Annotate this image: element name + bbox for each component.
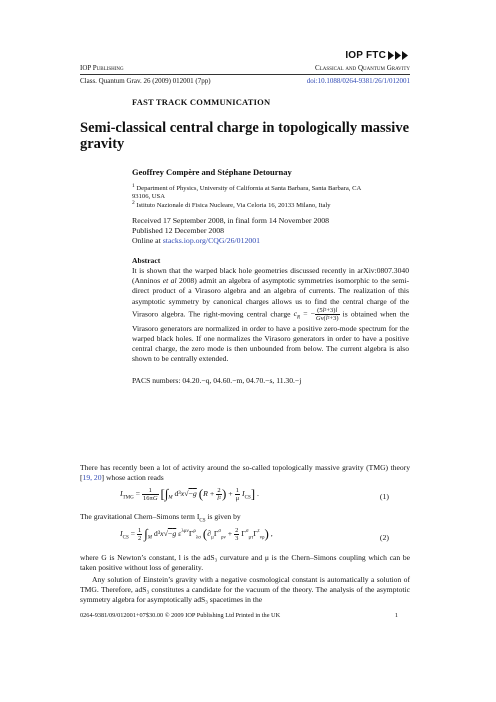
affiliation-marker-2: 2 bbox=[132, 200, 135, 206]
affiliation-marker-1: 1 bbox=[132, 183, 135, 189]
abstract-text-2: 2008) admit an algebra of asymptotic symmetries isomorphic to the semi-direct product of a Virasoro algebra and an algebra of currents. The realization of this asymptotic symmetry by canonical charges allows us to find the central charge of the Virasoro algebra. The right-moving central charge bbox=[132, 276, 409, 319]
authors bbox=[132, 167, 292, 177]
paragraph-3: where G is Newton’s constant, l is the adS₃ curvature and μ is the Chern–Simons coupling which can be taken positive without loss of generality. bbox=[80, 553, 410, 573]
publication-dates bbox=[132, 216, 329, 247]
equation-1: $I_{TMG}$ = $\frac{1}{16\pi G}$ [$\int_M$ d³x√−g (R + $\frac{2}{\text{l²}}$ ) + $\frac{1}{\mu}$ $I_{CS}$] . bbox=[120, 486, 260, 502]
section-label: FAST TRACK COMMUNICATION bbox=[132, 97, 271, 107]
publisher-name: IOP Publishing bbox=[80, 64, 124, 72]
published-date: Published 12 December 2008 bbox=[132, 226, 225, 236]
affiliation-2 bbox=[132, 199, 331, 210]
pacs-numbers: PACS numbers: 04.20.−q, 04.60.−m, 04.70.−s, 11.30.−j bbox=[132, 376, 302, 385]
doi-link[interactable]: doi:10.1088/0264-9381/26/1/012001 bbox=[306, 77, 410, 85]
online-line bbox=[132, 236, 329, 246]
p1-text-a: There has recently been a lot of activity around the so-called topologically massive gravity (TMG) theory [ bbox=[80, 463, 410, 483]
p2-text: The gravitational Chern–Simons term I bbox=[80, 512, 200, 521]
affiliation-text-2: Istituto Nazionale di Fisica Nucleare, Via Celoria 16, 20133 Milano, Italy bbox=[136, 202, 331, 210]
arrows-icon bbox=[388, 51, 410, 60]
abstract-heading: Abstract bbox=[132, 256, 161, 265]
paragraph-4: Any solution of Einstein’s gravity with a negative cosmological constant is automatically a solution of TMG. Therefore, adS₃ constitutes a candidate for the vacuum of the theory. The analysis of the asymptotic symmetry algebra for asymptotically adS₃ spacetimes in the bbox=[80, 575, 410, 605]
equation-2-number: (2) bbox=[379, 533, 389, 542]
paragraph-1 bbox=[80, 463, 410, 483]
paper-title: Semi-classical central charge in topologically massive gravity bbox=[80, 120, 410, 152]
journal-series: Classical and Quantum Gravity bbox=[315, 64, 410, 72]
journal-brand bbox=[345, 50, 410, 61]
footer-copyright: 0264-9381/09/012001+07$30.00 © 2009 IOP Publishing Ltd Printed in the UK bbox=[80, 612, 281, 619]
p2-end: is given by bbox=[205, 512, 241, 521]
equation-2: $I_{CS}$ = $\frac{1}{2}$ $\int_M$ d³x√−g $\varepsilon^{\lambda\mu\nu}\Gamma^\rho_{\lambda\sigma}$ ($\partial_\mu\Gamma^\sigma_{\rho\nu}$ + $\frac{2}{3}$ $\Gamma^\sigma_{\mu\tau}\Gamma^\tau_{\nu\rho}$) , bbox=[120, 526, 273, 542]
online-prefix: Online at bbox=[132, 236, 163, 246]
p2-subscript: CS bbox=[199, 518, 206, 524]
p1-text-b: ] whose action reads bbox=[101, 473, 164, 483]
abstract-body bbox=[132, 266, 409, 365]
brand-label: IOP FTC bbox=[345, 50, 386, 61]
reference-link[interactable]: 19, 20 bbox=[82, 473, 102, 483]
central-charge-formula: $c_R$ = − $\frac{\text{(5l²+3)l}}{\text{Gν(l²+3)}}$ bbox=[293, 306, 339, 322]
paragraph-2 bbox=[80, 512, 410, 527]
abstract-text-3: is obtained when the Virasoro generators are normalized in order to have a positive zero-mode spectrum for the warped black holes. If one normalizes the Virasoro generators in order to have a positive central charge, the zero mode is then unbounded from below. The current algebra is also shown to be centrally extended. bbox=[132, 309, 409, 364]
header-rule bbox=[80, 74, 410, 75]
page-number: 1 bbox=[394, 612, 398, 619]
affiliation-text-1: Department of Physics, University of California at Santa Barbara, Santa Barbara, CA 93106, USA bbox=[132, 185, 361, 201]
author-names: Geoffrey Compère and Stéphane Detournay bbox=[132, 167, 292, 177]
received-date: Received 17 September 2008, in final form 14 November 2008 bbox=[132, 216, 330, 225]
citation: Class. Quantum Grav. 26 (2009) 012001 (7pp) bbox=[80, 77, 211, 85]
online-link[interactable]: stacks.iop.org/CQG/26/012001 bbox=[162, 236, 261, 246]
abstract-text-1: It is shown that the warped black hole geometries discussed recently in arXiv:0807.3040 (Anninos bbox=[132, 266, 409, 286]
equation-1-number: (1) bbox=[379, 492, 389, 501]
abstract-etal: et al bbox=[162, 276, 177, 286]
